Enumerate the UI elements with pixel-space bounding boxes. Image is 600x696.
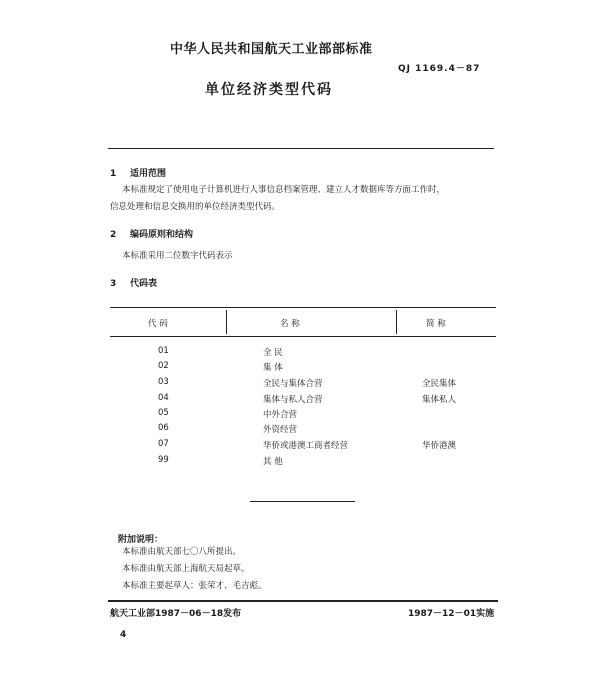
row-name: 华侨或港澳工商者经营 <box>263 441 349 451</box>
row-code: 99 <box>158 455 169 465</box>
row-code: 04 <box>158 393 169 403</box>
row-name: 全 民 <box>263 348 283 358</box>
section-title: 代码表 <box>130 279 158 289</box>
row-name: 集体与私人合营 <box>263 395 323 405</box>
row-name: 外资经营 <box>263 425 298 435</box>
footer-rule <box>108 600 498 602</box>
section-title: 适用范围 <box>130 169 167 179</box>
row-code: 03 <box>158 377 169 387</box>
header-abbr: 简 称 <box>426 319 446 329</box>
header-name: 名 称 <box>280 319 300 329</box>
section-number: 2 <box>110 230 117 240</box>
table-top-rule <box>110 307 496 308</box>
table-header-rule <box>110 336 496 337</box>
row-code: 06 <box>158 423 169 433</box>
page-number: 4 <box>120 630 127 640</box>
standard-code: QJ 1169.4－87 <box>398 64 481 74</box>
section-1-heading <box>110 166 166 179</box>
notes-line: 本标准主要起草人：张荣才、毛吉彪。 <box>122 581 267 591</box>
section-1-text-line-1: 本标准规定了使用电子计算机进行人事信息档案管理、建立人才数据库等方面工作时， <box>122 185 446 195</box>
section-separator <box>250 501 355 502</box>
section-1-text-line-2: 信息处理和信息交换用的单位经济类型代码。 <box>110 202 281 212</box>
section-2-heading <box>110 227 193 240</box>
row-abbr: 全民集体 <box>422 379 457 389</box>
section-3-heading <box>110 276 157 289</box>
header-rule <box>108 148 494 149</box>
row-name: 中外合营 <box>263 410 298 420</box>
section-2-text-line-1: 本标准采用二位数字代码表示 <box>122 251 233 261</box>
row-code: 07 <box>158 439 169 449</box>
row-abbr: 华侨港澳 <box>422 441 457 451</box>
notes-title: 附加说明： <box>118 535 164 545</box>
effective-date: 1987－12－01实施 <box>408 609 495 619</box>
row-abbr: 集体私人 <box>422 395 457 405</box>
document-title: 单位经济类型代码 <box>205 82 333 98</box>
section-title: 编码原则和结构 <box>130 230 194 240</box>
notes-line: 本标准由航天部上海航天局起草。 <box>122 564 250 574</box>
row-name: 其 他 <box>263 457 283 467</box>
issue-date: 航天工业部1987－06－18发布 <box>110 609 242 619</box>
row-code: 01 <box>158 346 169 356</box>
table-col-divider <box>396 310 397 334</box>
section-number: 3 <box>110 279 117 289</box>
table-col-divider <box>226 310 227 334</box>
standard-organization: 中华人民共和国航天工业部部标准 <box>170 42 373 57</box>
row-name: 全民与集体合营 <box>263 379 323 389</box>
row-code: 05 <box>158 408 169 418</box>
section-number: 1 <box>110 169 117 179</box>
notes-line: 本标准由航天部七〇八所提出。 <box>122 547 242 557</box>
row-code: 02 <box>158 361 169 371</box>
row-name: 集 体 <box>263 363 283 373</box>
header-code: 代 码 <box>148 319 168 329</box>
